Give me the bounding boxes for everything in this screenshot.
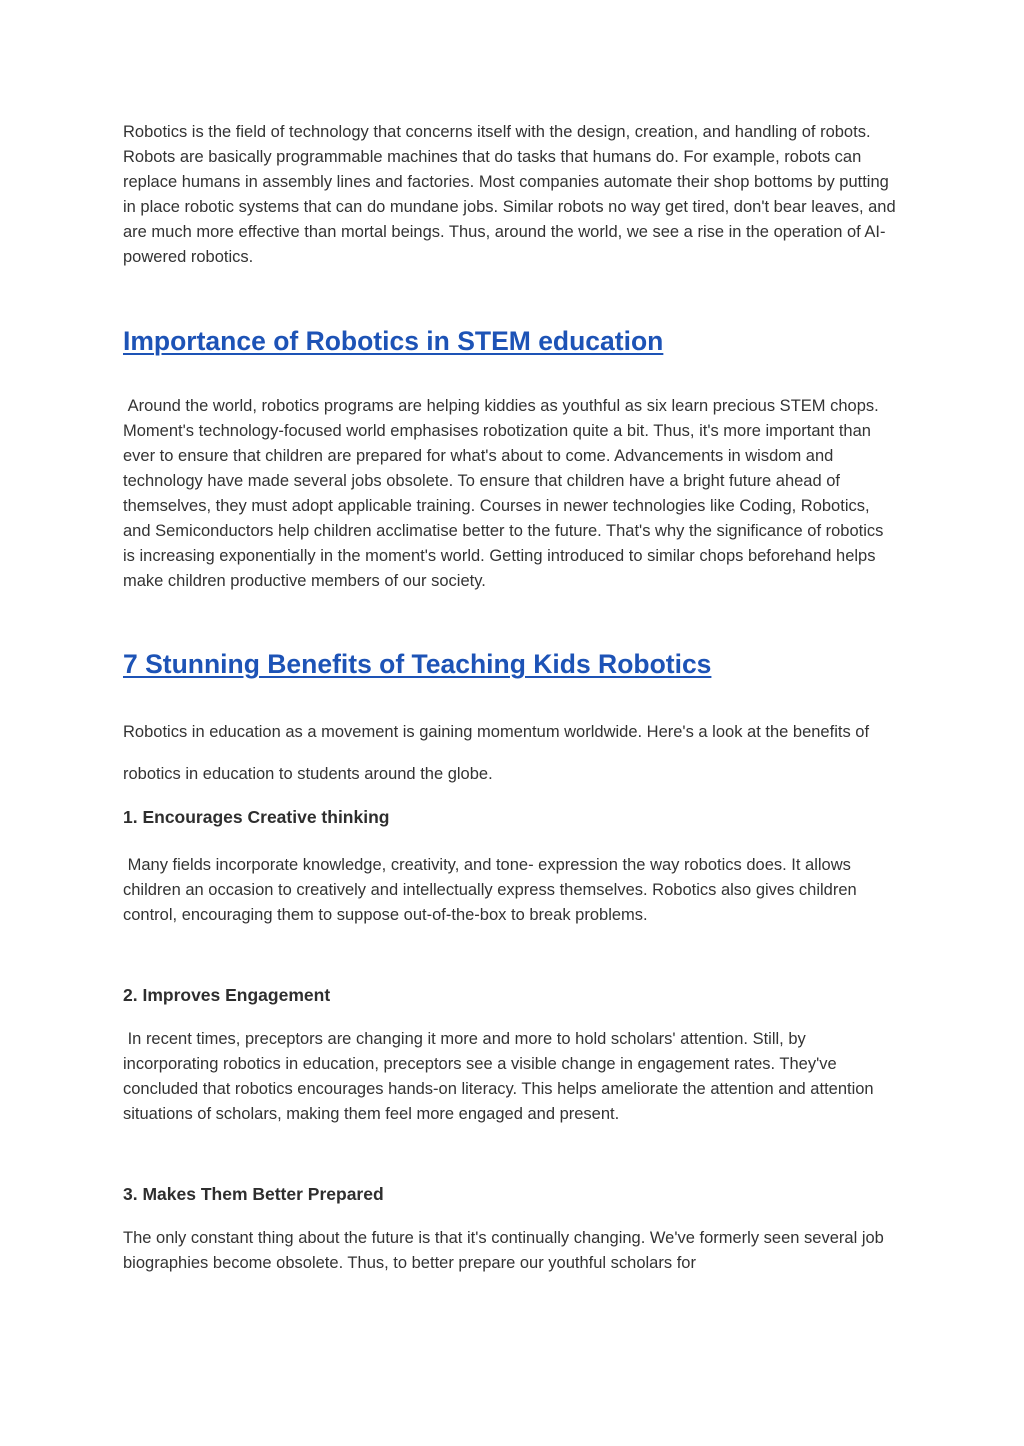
benefit-3-heading: 3. Makes Them Better Prepared: [123, 1184, 384, 1204]
benefit-1-heading: 1. Encourages Creative thinking: [123, 807, 390, 827]
section-heading-importance-link[interactable]: Importance of Robotics in STEM education: [123, 326, 664, 356]
intro-paragraph: Robotics is the field of technology that concerns itself with the design, creation, and handling of robots. Robots are basically programmable machines that do tasks that humans do. For example, robots can replace humans in assembly lines and factories. Most companies automate their shop bottoms by putting in place robotic systems that can do mundane jobs. Similar robots no way get tired, don't bear leaves, and are much more effective than mortal beings. Thus, around the world, we see a rise in the operation of AI-powered robotics.: [123, 123, 901, 266]
benefit-2-paragraph: In recent times, preceptors are changing it more and more to hold scholars' attention. Still, by incorporating robotics in education, preceptors see a visible change in engagement rates. They've concluded that robotics encourages hands-on literacy. This helps ameliorate the attention and attention situations of scholars, making them feel more engaged and present.: [123, 1030, 879, 1123]
section-heading-benefits-link[interactable]: 7 Stunning Benefits of Teaching Kids Robotics: [123, 649, 712, 679]
benefits-intro-paragraph: Robotics in education as a movement is gaining momentum worldwide. Here's a look at the benefits of robotics in education to students around the globe.: [123, 723, 874, 783]
benefit-1-paragraph: Many fields incorporate knowledge, creativity, and tone- expression the way robotics does. It allows children an occasion to creatively and intellectually express themselves. Robotics also gives children control, encouraging them to suppose out-of-the-box to break problems.: [123, 856, 862, 924]
benefit-2-heading: 2. Improves Engagement: [123, 985, 331, 1005]
importance-paragraph: Around the world, robotics programs are helping kiddies as youthful as six learn precious STEM chops. Moment's technology-focused world emphasises robotization quite a bit. Thus, it's more important than ever to ensure that children are prepared for what's about to come. Advancements in wisdom and technology have made several jobs obsolete. To ensure that children have a bright future ahead of themselves, they must adopt applicable training. Courses in newer technologies like Coding, Robotics, and Semiconductors help children acclimatise better to the future. That's why the significance of robotics is increasing exponentially in the moment's world. Getting introduced to similar chops beforehand helps make children productive members of our society.: [123, 397, 889, 590]
benefit-3-paragraph: The only constant thing about the future is that it's continually changing. We've formerly seen several job biographies become obsolete. Thus, to better prepare our youthful scholars for: [123, 1229, 889, 1272]
